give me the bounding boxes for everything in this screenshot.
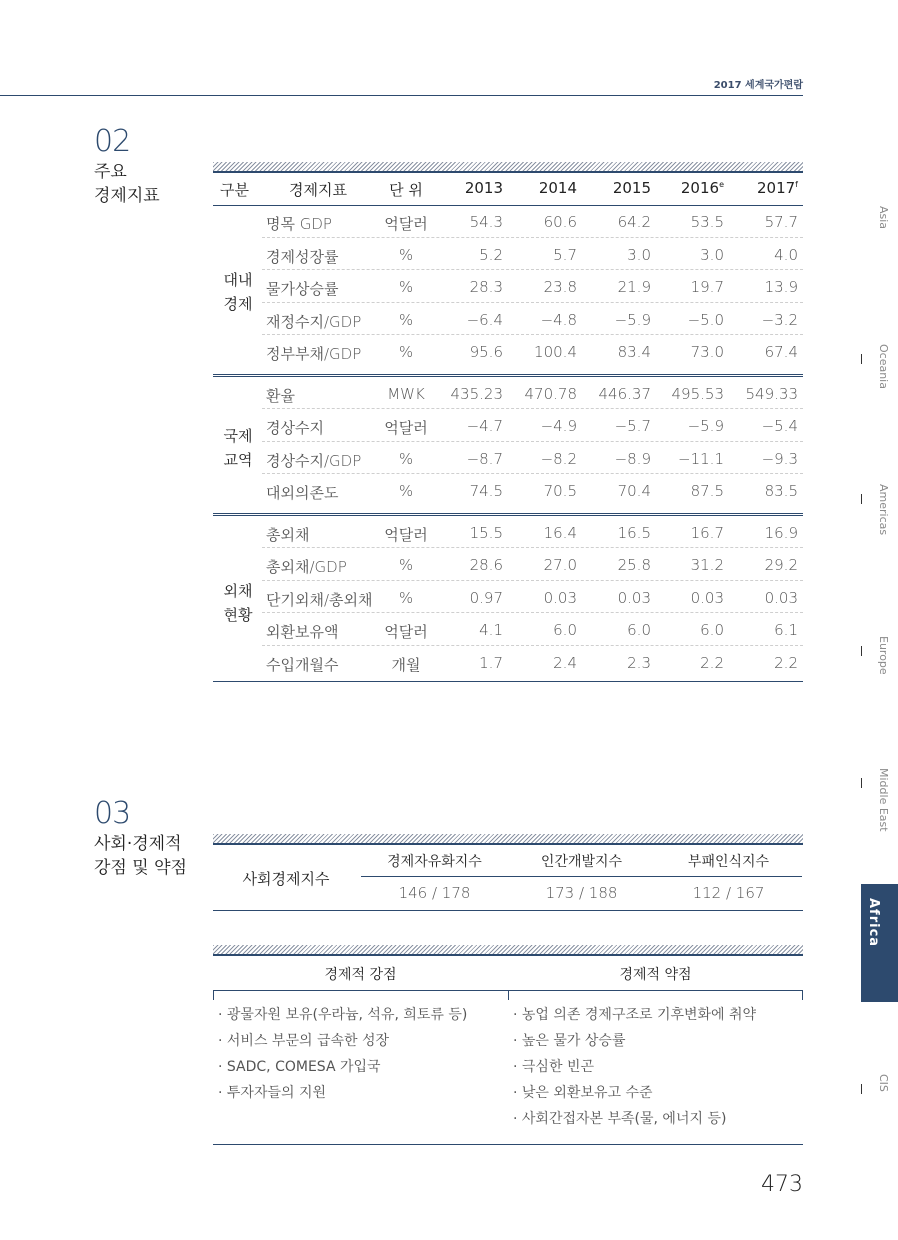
socio-value-3: 112 / 167 — [692, 884, 765, 902]
value-cell: 4.0 — [774, 245, 798, 264]
value-cell: 2.2 — [700, 653, 724, 672]
row-separator — [262, 408, 803, 409]
row-separator — [262, 473, 803, 474]
value-cell: 5.7 — [553, 245, 577, 264]
value-cell: 435.23 — [450, 384, 503, 403]
value-cell: 1.7 — [479, 653, 503, 672]
value-cell: 549.33 — [745, 384, 798, 403]
value-cell: 13.9 — [764, 278, 798, 296]
row-separator — [262, 269, 803, 270]
indicator-name: 경제성장률 — [266, 247, 339, 266]
value-cell: 4.1 — [479, 621, 503, 639]
indicator-name: 총외채/GDP — [266, 558, 347, 576]
unit-cell: 개월 — [391, 655, 421, 674]
socio-header-3: 부패인식지수 — [687, 854, 770, 870]
group-divider — [213, 513, 803, 514]
sw-bottom-rule — [213, 1144, 803, 1145]
header-rule — [0, 95, 803, 96]
value-cell: −11.1 — [678, 449, 724, 468]
row-separator — [262, 547, 803, 548]
value-cell: 28.6 — [469, 556, 503, 574]
row-separator — [262, 645, 803, 646]
socio-header-2: 인간개발지수 — [540, 854, 623, 870]
unit-cell: % — [398, 588, 414, 607]
unit-cell: % — [398, 278, 414, 296]
value-cell: 495.53 — [671, 384, 724, 403]
socio-header-rule — [361, 876, 802, 877]
sw-tick-left — [213, 990, 214, 1000]
value-cell: 27.0 — [543, 556, 577, 574]
value-cell: 5.2 — [479, 245, 503, 264]
value-cell: −4.9 — [540, 417, 577, 435]
section-2-title: 주요 경제지표 — [94, 162, 160, 206]
strengths-header: 경제적 강점 — [324, 967, 397, 983]
sw-tick-mid — [508, 990, 509, 1000]
table-top-rule — [213, 171, 803, 173]
socio-value-2: 173 / 188 — [545, 884, 618, 902]
value-cell: 73.0 — [690, 343, 724, 361]
value-cell: 2.4 — [553, 653, 577, 672]
value-cell: −5.7 — [614, 417, 651, 435]
page-number: 473 — [761, 1172, 803, 1197]
value-cell: 2.2 — [774, 653, 798, 672]
column-header: 2014 — [538, 179, 577, 197]
group-label: 외채 현황 — [223, 581, 253, 624]
value-cell: 0.03 — [543, 588, 577, 607]
column-header: 단 위 — [389, 181, 423, 199]
sw-tick-right — [802, 990, 803, 1000]
running-header: 2017 세계국가편람 — [713, 80, 803, 91]
value-cell: 0.03 — [764, 588, 798, 607]
value-cell: −6.4 — [466, 310, 503, 329]
value-cell: 74.5 — [469, 482, 503, 500]
value-cell: 83.5 — [764, 482, 798, 500]
value-cell: −5.4 — [761, 417, 798, 435]
column-header-note: f — [795, 180, 798, 189]
sw-top-rule — [213, 954, 803, 956]
value-cell: 70.5 — [543, 482, 577, 500]
table-bottom-rule — [213, 681, 803, 682]
strength-item: · SADC, COMESA 가입국 — [218, 1059, 381, 1075]
unit-cell: 억달러 — [384, 215, 428, 233]
indicator-name: 외환보유액 — [266, 623, 339, 641]
table-hatch — [213, 162, 803, 171]
value-cell: 16.5 — [617, 523, 651, 542]
socio-top-rule — [213, 843, 803, 845]
value-cell: 100.4 — [534, 343, 577, 361]
region-tab-active[interactable] — [861, 884, 898, 1002]
unit-cell: % — [398, 245, 414, 264]
value-cell: 6.0 — [553, 621, 577, 639]
value-cell: −9.3 — [761, 449, 798, 468]
value-cell: 95.6 — [469, 343, 503, 361]
strength-item: · 투자자들의 지원 — [218, 1085, 327, 1101]
value-cell: −8.9 — [614, 449, 651, 468]
region-tab[interactable]: Americas — [877, 484, 890, 536]
region-tab-tick — [861, 778, 862, 788]
row-separator — [262, 580, 803, 581]
indicator-name: 수입개월수 — [266, 655, 339, 674]
column-header-note: e — [719, 180, 724, 189]
value-cell: 2.3 — [627, 653, 651, 672]
value-cell: 54.3 — [469, 213, 503, 231]
value-cell: 60.6 — [543, 213, 577, 231]
unit-cell: % — [398, 310, 414, 329]
value-cell: 83.4 — [617, 343, 651, 361]
indicator-name: 명목 GDP — [266, 215, 332, 233]
value-cell: 29.2 — [764, 556, 798, 574]
group-divider — [213, 376, 803, 377]
value-cell: −4.8 — [540, 310, 577, 329]
value-cell: 57.7 — [764, 213, 798, 231]
value-cell: −4.7 — [466, 417, 503, 435]
value-cell: 0.03 — [617, 588, 651, 607]
unit-cell: 억달러 — [384, 419, 428, 437]
value-cell: 446.37 — [598, 384, 651, 403]
value-cell: −5.9 — [687, 417, 724, 435]
region-tab-tick — [861, 354, 862, 364]
value-cell: 470.78 — [524, 384, 577, 403]
column-header: 2015 — [612, 179, 651, 197]
value-cell: 0.97 — [469, 588, 503, 607]
value-cell: 21.9 — [617, 278, 651, 296]
value-cell: 19.7 — [690, 278, 724, 296]
value-cell: 3.0 — [700, 245, 724, 264]
value-cell: 25.8 — [617, 556, 651, 574]
value-cell: −8.7 — [466, 449, 503, 468]
value-cell: 16.7 — [690, 523, 724, 542]
region-tab-label: Africa — [866, 898, 881, 948]
section-3-number: 03 — [94, 796, 131, 831]
strength-item: · 서비스 부문의 급속한 성장 — [218, 1033, 390, 1049]
weakness-item: · 높은 물가 상승률 — [513, 1033, 626, 1049]
value-cell: −3.2 — [761, 310, 798, 329]
section-2-number: 02 — [94, 124, 131, 159]
socio-bottom-rule — [213, 910, 803, 911]
indicator-name: 정부부채/GDP — [266, 345, 362, 363]
value-cell: 31.2 — [690, 556, 724, 574]
value-cell: 70.4 — [617, 482, 651, 500]
column-header: 구분 — [220, 181, 249, 199]
value-cell: −5.0 — [687, 310, 724, 329]
row-separator — [262, 441, 803, 442]
row-separator — [262, 237, 803, 238]
column-header: 2016e — [680, 179, 724, 197]
region-tab-tick — [861, 1084, 862, 1094]
value-cell: 0.03 — [690, 588, 724, 607]
weakness-item: · 극심한 빈곤 — [513, 1059, 594, 1075]
row-separator — [262, 302, 803, 303]
row-separator — [262, 334, 803, 335]
socio-value-1: 146 / 178 — [398, 884, 471, 902]
region-tab[interactable]: Middle East — [877, 768, 890, 832]
column-header: 경제지표 — [289, 181, 347, 199]
sw-hatch — [213, 945, 803, 954]
unit-cell: % — [398, 482, 414, 500]
strength-item: · 광물자원 보유(우라늄, 석유, 희토류 등) — [218, 1007, 468, 1023]
weaknesses-header: 경제적 약점 — [619, 967, 692, 983]
socio-header-1: 경제자유화지수 — [387, 854, 482, 870]
region-tab[interactable]: Europe — [877, 636, 890, 675]
socio-hatch — [213, 834, 803, 843]
unit-cell: MWK — [387, 384, 425, 403]
group-label: 국제 교역 — [223, 426, 253, 469]
value-cell: 3.0 — [627, 245, 651, 264]
value-cell: 6.0 — [700, 621, 724, 639]
indicator-name: 경상수지 — [266, 419, 324, 437]
weakness-item: · 사회간접자본 부족(물, 에너지 등) — [513, 1111, 727, 1127]
unit-cell: % — [398, 449, 414, 468]
value-cell: 6.1 — [774, 621, 798, 639]
indicator-name: 경상수지/GDP — [266, 451, 362, 470]
region-tab[interactable]: Asia — [877, 206, 890, 230]
value-cell: −8.2 — [540, 449, 577, 468]
indicator-name: 단기외채/총외채 — [266, 590, 373, 609]
column-header: 2013 — [464, 179, 503, 197]
value-cell: 23.8 — [543, 278, 577, 296]
column-header: 2017$^f$ — [756, 179, 798, 197]
socio-index-label: 사회경제지수 — [242, 870, 330, 888]
value-cell: 16.9 — [764, 523, 798, 542]
value-cell: −5.9 — [614, 310, 651, 329]
weakness-item: · 농업 의존 경제구조로 기후변화에 취약 — [513, 1007, 757, 1023]
value-cell: 15.5 — [469, 523, 503, 542]
value-cell: 6.0 — [627, 621, 651, 639]
indicator-name: 총외채 — [266, 525, 310, 544]
weakness-item: · 낮은 외환보유고 수준 — [513, 1085, 653, 1101]
unit-cell: 억달러 — [384, 525, 428, 544]
unit-cell: % — [398, 343, 414, 361]
header-rule — [213, 205, 803, 206]
region-tab[interactable]: Oceania — [877, 344, 890, 389]
indicator-name: 물가상승률 — [266, 280, 339, 298]
value-cell: 64.2 — [617, 213, 651, 231]
region-tab-tick — [861, 646, 862, 656]
section-3-title: 사회·경제적 강점 및 약점 — [94, 834, 187, 878]
group-divider — [213, 374, 803, 375]
region-tab-tick — [861, 494, 862, 504]
row-separator — [262, 612, 803, 613]
value-cell: 16.4 — [543, 523, 577, 542]
indicator-name: 환율 — [266, 386, 295, 405]
region-tab[interactable]: CIS — [877, 1074, 890, 1092]
indicator-name: 재정수지/GDP — [266, 312, 362, 331]
value-cell: 28.3 — [469, 278, 503, 296]
value-cell: 53.5 — [690, 213, 724, 231]
group-divider — [213, 515, 803, 516]
group-label: 대내 경제 — [223, 271, 253, 314]
value-cell: 87.5 — [690, 482, 724, 500]
unit-cell: % — [398, 556, 414, 574]
indicator-name: 대외의존도 — [266, 484, 339, 502]
unit-cell: 억달러 — [384, 623, 428, 641]
value-cell: 67.4 — [764, 343, 798, 361]
